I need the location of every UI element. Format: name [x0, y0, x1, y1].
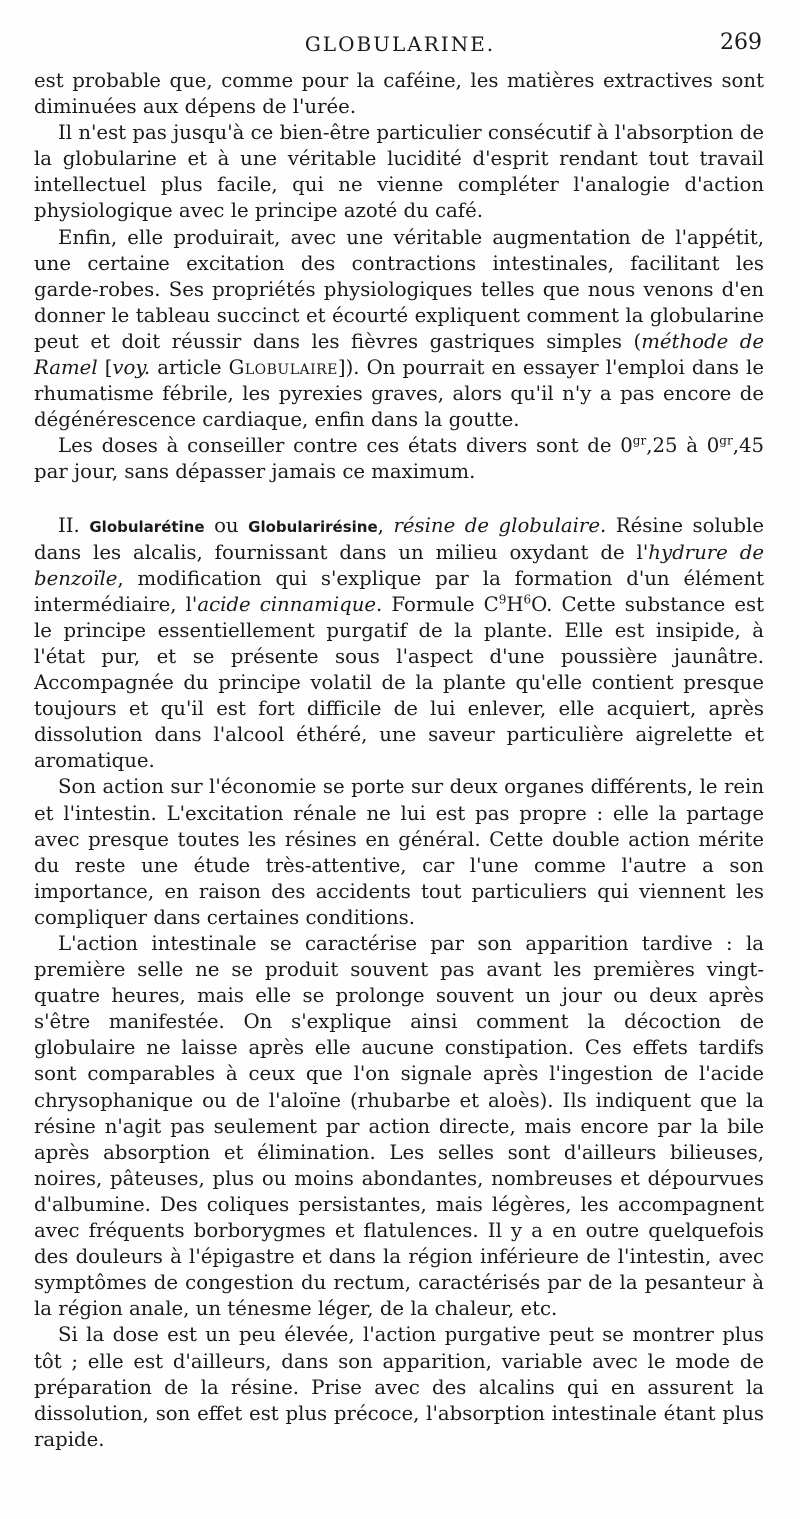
p4-text-c: ,45 par jour, sans dépasser jamais ce maximum. — [34, 434, 764, 484]
section-ii-paragraph — [34, 513, 764, 775]
p5-text-c: . Formule C — [376, 592, 499, 616]
acide-italic: acide cinnamique — [197, 592, 377, 616]
p4-text-a: Les doses à conseiller contre ces états divers sont de 0 — [58, 434, 633, 458]
formula-subscript: 6 — [523, 592, 532, 607]
p3-text-a: Enfin, elle produirait, avec une véritable augmentation de l'appétit, une certaine excitation des contractions intestinales, facilitant les garde-robes. Ses propriétés physiologiques telles que nous venons d'en donner le tableau succinct et écourté expliquent comment la globularine peut et doit réussir dans les fièvres gastriques simples ( — [34, 225, 764, 353]
substance-name-2: Globularirésine — [248, 517, 378, 536]
paragraph-8: Si la dose est un peu élevée, l'action purgative peut se montrer plus tôt ; elle est d'ailleurs, dans son apparition, variable avec le mode de préparation de la résine. Prise avec des alcalins qui en assurent la dissolution, son effet est plus précoce, l'absorption intestinale étant plus rapide. — [34, 1323, 764, 1451]
method-ramel-italic: méthode de Ramel — [34, 329, 764, 380]
paragraph-1: est probable que, comme pour la caféine, les matières extractives sont diminuées aux dépens de l'urée. — [34, 69, 764, 119]
p5-text-a: Résine soluble dans les alcalis, fournissant dans un milieu oxydant de l' — [34, 513, 764, 564]
comma: , — [377, 513, 394, 537]
p4-text-b: ,25 à 0 — [646, 434, 720, 458]
gram-unit: gr — [632, 433, 647, 448]
paragraph-6: Son action sur l'économie se porte sur deux organes différents, le rein et l'intestin. L'excitation rénale ne lui est pas propre : elle la partage avec presque toutes les résines en général. Cette double action mérite du reste une étude très-attentive, car l'une comme l'autre a son importance, en raison des accidents tout particuliers qui viennent les compliquer dans certaines conditions. — [34, 775, 764, 929]
running-title: GLOBULARINE. — [304, 32, 496, 56]
page-header — [34, 30, 766, 60]
cross-reference: Globulaire — [228, 356, 338, 380]
hydrure-italic: hydrure de benzoïle — [34, 540, 764, 590]
gram-unit: gr — [719, 433, 733, 448]
page-number: 269 — [720, 30, 762, 55]
p5-text-b: , modification qui s'explique par la formation d'un élément intermédiaire, l' — [34, 566, 764, 616]
resin-name-italic: résine de globulaire. — [393, 513, 607, 537]
p3-text-c: article — [150, 356, 229, 380]
p3-text-d: ]). On pourrait en essayer l'emploi dans le rhumatisme fébrile, les pyrexies graves, alors qu'il n'y a pas encore de dégénérescence cardiaque, enfin dans la goutte. — [34, 356, 764, 432]
paragraph-2: Il n'est pas jusqu'à ce bien-être particulier consécutif à l'absorption de la globularine et à une véritable lucidité d'esprit rendant tout travail intellectuel plus facile, qui ne vienne compléter l'analogie d'action physiologique avec le principe azoté du café. — [34, 121, 764, 223]
paragraph-4 — [34, 433, 764, 485]
formula-h: H — [506, 592, 524, 616]
voy-italic: voy. — [112, 356, 151, 380]
body-text — [34, 68, 764, 1453]
formula-subscript: 9 — [498, 592, 507, 607]
p5-text-d: O. Cette substance est le principe essentiellement purgatif de la plante. Elle est insipide, à l'état pur, et se présente sous l'aspect d'une poussière jaunâtre. Accompagnée du principe volatil de la plante qu'elle contient presque toujours et qu'il est fort difficile de lui enlever, elle acquiert, après dissolution dans l'alcool éthéré, une saveur particulière aigrelette et aromatique. — [34, 592, 764, 773]
p3-text-b: [ — [97, 356, 113, 380]
section-numeral: II. — [58, 513, 80, 537]
or-word: ou — [204, 513, 249, 537]
substance-name-1: Globularétine — [89, 517, 205, 536]
paragraph-3 — [34, 225, 764, 434]
paragraph-7: L'action intestinale se caractérise par son apparition tardive : la première selle ne se produit souvent pas avant les premières vingt-quatre heures, mais elle se prolonge souvent un jour ou deux après s'être manifestée. On s'explique ainsi comment la décoction de globulaire ne laisse après elle aucune constipation. Ces effets tardifs sont comparables à ceux que l'on signale après l'ingestion de l'acide chrysophanique ou de l'aloïne (rhubarbe et aloès). Ils indiquent que la résine n'agit pas seulement par action directe, mais encore par la bile après absorption et élimination. Les selles sont d'ailleurs bilieuses, noires, pâteuses, plus ou moins abondantes, nombreuses et dépourvues d'albumine. Des coliques persistantes, mais légères, les accompagnent avec fréquents borborygmes et flatulences. Il y a en outre quelquefois des douleurs à l'épigastre et dans la région inférieure de l'intestin, avec symptômes de congestion du rectum, caractérisés par de la pesanteur à la région anale, un ténesme léger, de la chaleur, etc. — [34, 932, 764, 1321]
